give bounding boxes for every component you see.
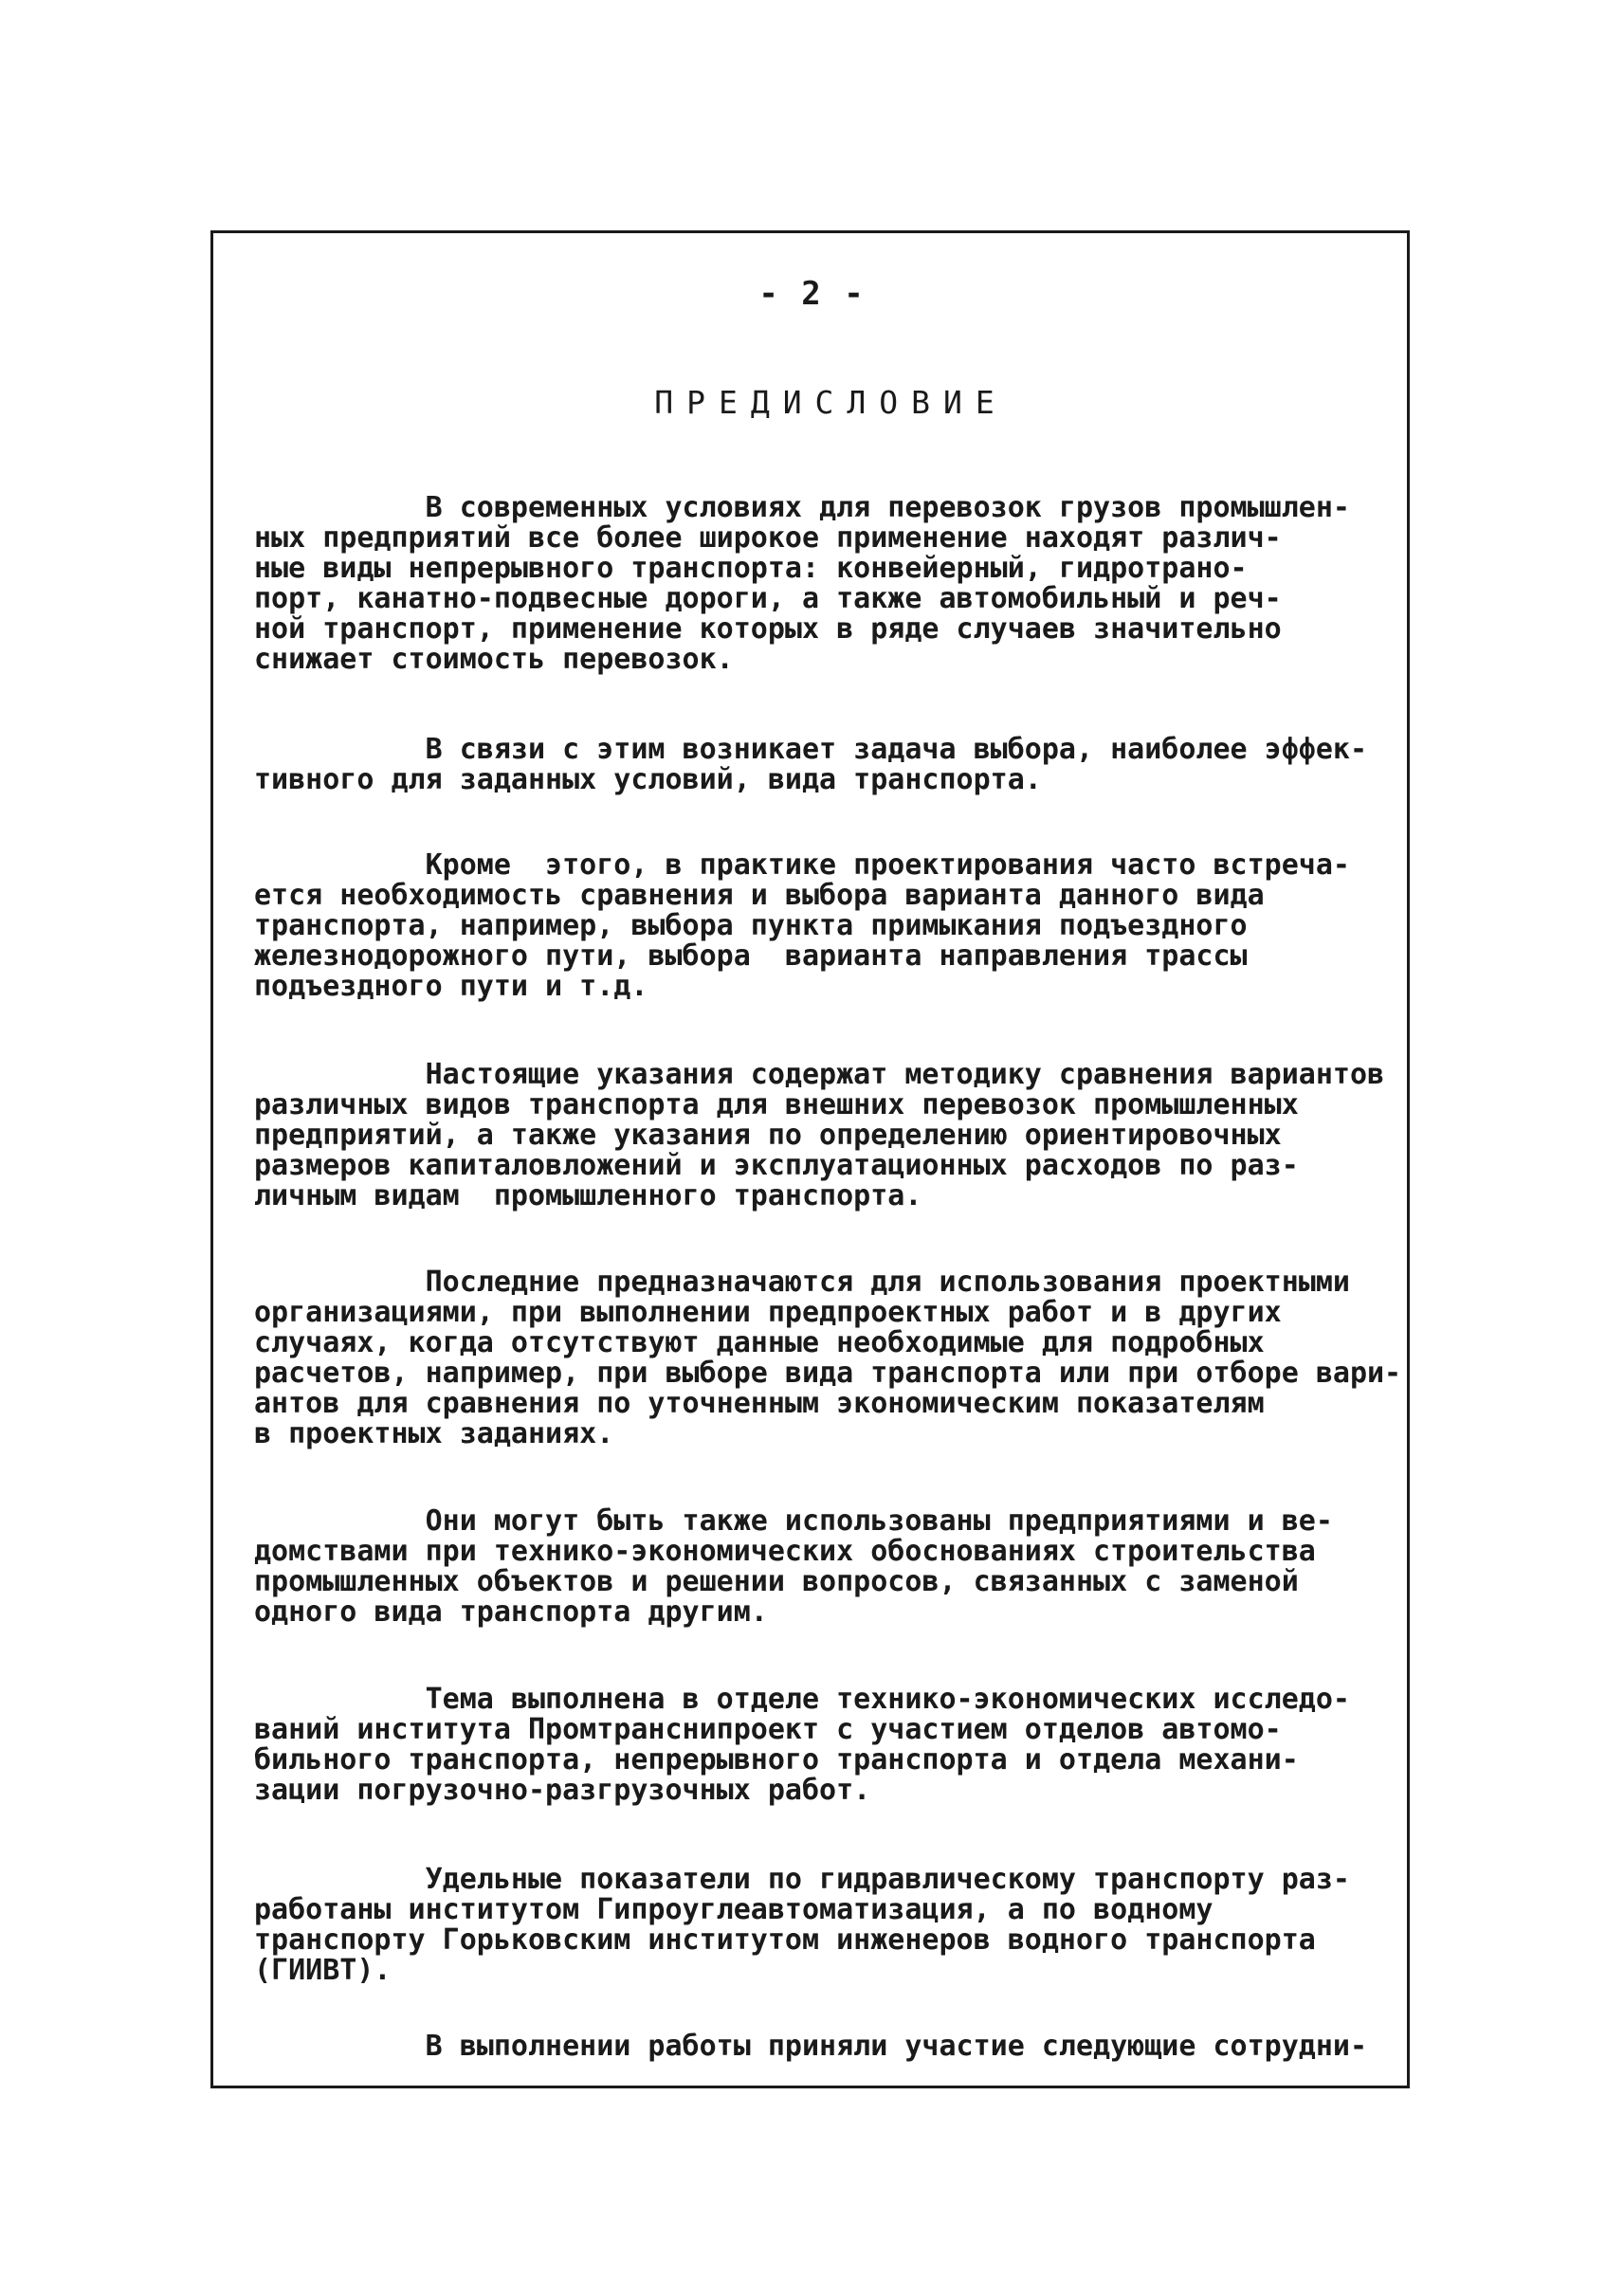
paragraph-5: Последние предназначаются для использования проектными организациями, при выполнении предпроектных работ и в других случаях, когда отсутствуют данные необходимые для подробных расчетов, например, при выборе вида транспорта или при отборе вари- антов для сравнения по уточненным экономическим показателям в проектных заданиях. — [254, 1266, 1402, 1450]
paragraph-8: Удельные показатели по гидравлическому транспорту раз- работаны институтом Гипроуглеавтоматизация, а по водному транспорту Горьковским институтом инженеров водного транспорта (ГИИВТ). — [254, 1863, 1350, 1987]
paragraph-1: В современных условиях для перевозок грузов промышлен- ных предприятий все более широкое применение находят различ- ные виды непрерывного транспорта: конвейерный, гидротрано- порт, канатно-подвесные дороги, а также автомобильный и реч- ной транспорт, применение которых в ряде случаев значительно снижает стоимость перевозок. — [254, 491, 1350, 676]
paragraph-4: Настоящие указания содержат методику сравнения вариантов различных видов транспорта для внешних перевозок промышленных предприятий, а также указания по определению ориентировочных размеров капиталовложений и эксплуатационных расходов по раз- личным видам промышленного транспорта. — [254, 1058, 1385, 1212]
paragraph-6: Они могут быть также использованы предприятиями и ве- домствами при технико-экономических обоснованиях строительства промышленных объектов и решении вопросов, связанных с заменой одного вида транспорта другим. — [254, 1504, 1333, 1629]
paragraph-7: Тема выполнена в отделе технико-экономических исследо- ваний института Промтранснипроект с участием отделов автомо- бильного транспорта, непрерывного транспорта и отдела механи- зации погрузочно-разгрузочных работ. — [254, 1683, 1350, 1807]
paragraph-9: В выполнении работы приняли участие следующие сотрудни- — [254, 2030, 1367, 2063]
page-heading: ПРЕДИСЛОВИЕ — [654, 384, 1008, 421]
page-number: - 2 - — [758, 275, 866, 313]
paragraph-3: Кроме этого, в практике проектирования часто встреча- ется необходимость сравнения и выбора варианта данного вида транспорта, например, выбора пункта примыкания подъездного железнодорожного пути, выбора варианта направления трассы подъездного пути и т.д. — [254, 848, 1350, 1003]
paragraph-2: В связи с этим возникает задача выбора, наиболее эффек- тивного для заданных условий, вида транспорта. — [254, 733, 1367, 796]
